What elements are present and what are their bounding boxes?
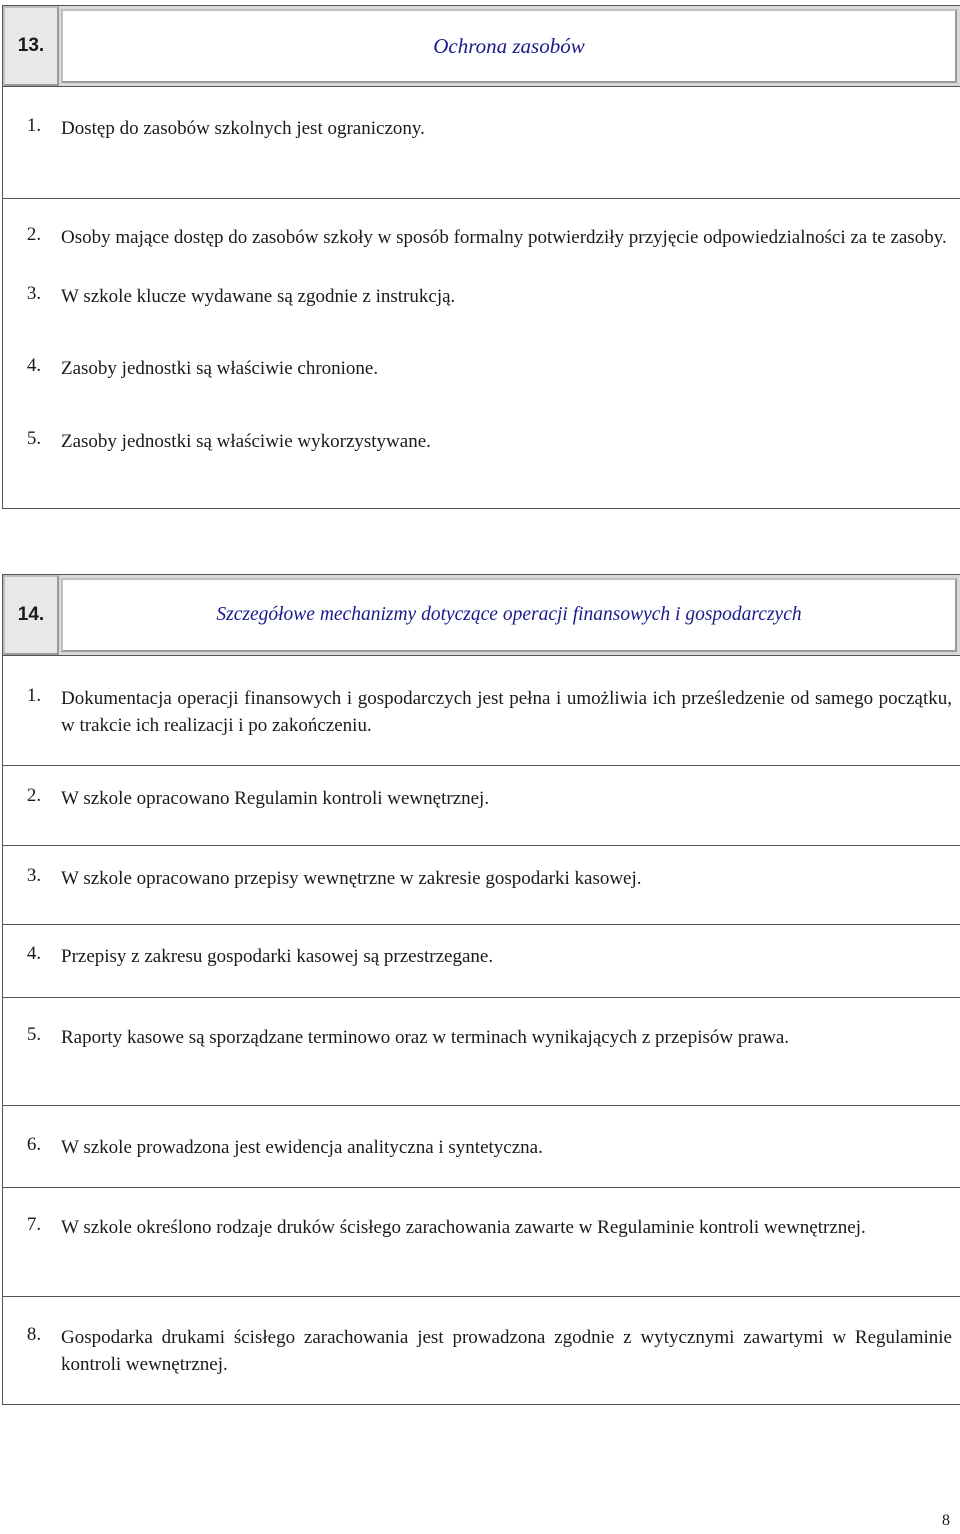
item-number: 1. [26, 115, 42, 136]
list-item [3, 87, 960, 199]
item-number: 2. [26, 785, 42, 806]
list-item [3, 199, 960, 271]
item-number: 6. [26, 1134, 42, 1155]
item-text: Zasoby jednostki są właściwie chronione. [61, 358, 379, 379]
list-item [3, 1188, 960, 1297]
item-text: Dokumentacja operacji finansowych i gospodarczych jest pełna i umożliwia ich prześledzenie od samego początku, w trakcie ich realizacji i po zakończeniu. [61, 688, 952, 736]
item-number: 1. [26, 685, 42, 706]
list-item [3, 1297, 960, 1405]
item-text: Osoby mające dostęp do zasobów szkoły w sposób formalny potwierdziły przyjęcie odpowiedzialności za te zasoby. [61, 227, 947, 248]
section-14-header [3, 574, 960, 656]
section-title: Ochrona zasobów [61, 9, 957, 83]
item-number: 7. [26, 1214, 42, 1235]
item-number: 5. [26, 428, 42, 449]
section-number: 14. [3, 575, 59, 655]
section-13-table [2, 5, 960, 509]
list-item [3, 998, 960, 1106]
item-number: 5. [26, 1024, 42, 1045]
item-text: W szkole klucze wydawane są zgodnie z instrukcją. [61, 286, 456, 307]
section-14-table [2, 574, 960, 1405]
page-number: 8 [942, 1512, 950, 1529]
item-text: Zasoby jednostki są właściwie wykorzystywane. [61, 431, 431, 452]
item-number: 2. [26, 224, 42, 245]
list-item [3, 846, 960, 925]
section-13-header [3, 5, 960, 87]
list-item [3, 656, 960, 766]
section-title: Szczegółowe mechanizmy dotyczące operacji finansowych i gospodarczych [61, 578, 957, 652]
item-text: W szkole opracowano Regulamin kontroli wewnętrznej. [61, 788, 490, 809]
list-item [3, 925, 960, 998]
item-number: 4. [26, 943, 42, 964]
item-number: 3. [26, 865, 42, 886]
item-text: W szkole prowadzona jest ewidencja analityczna i syntetyczna. [61, 1137, 543, 1158]
list-item [3, 1106, 960, 1188]
item-number: 3. [26, 283, 42, 304]
item-text: W szkole określono rodzaje druków ścisłego zarachowania zawarte w Regulaminie kontroli wewnętrznej. [61, 1217, 866, 1238]
list-item [3, 271, 960, 343]
list-item [3, 343, 960, 426]
list-item [3, 766, 960, 846]
item-text: Raporty kasowe są sporządzane terminowo oraz w terminach wynikających z przepisów prawa. [61, 1027, 790, 1048]
item-text: Gospodarka drukami ścisłego zarachowania jest prowadzona zgodnie z wytycznymi zawartymi w Regulaminie kontroli wewnętrznej. [61, 1327, 952, 1375]
section-number: 13. [3, 6, 59, 86]
list-item [3, 426, 960, 509]
item-text: Dostęp do zasobów szkolnych jest ograniczony. [61, 118, 425, 139]
item-number: 8. [26, 1324, 42, 1345]
item-text: Przepisy z zakresu gospodarki kasowej są przestrzegane. [61, 946, 494, 967]
item-text: W szkole opracowano przepisy wewnętrzne w zakresie gospodarki kasowej. [61, 868, 642, 889]
item-number: 4. [26, 355, 42, 376]
